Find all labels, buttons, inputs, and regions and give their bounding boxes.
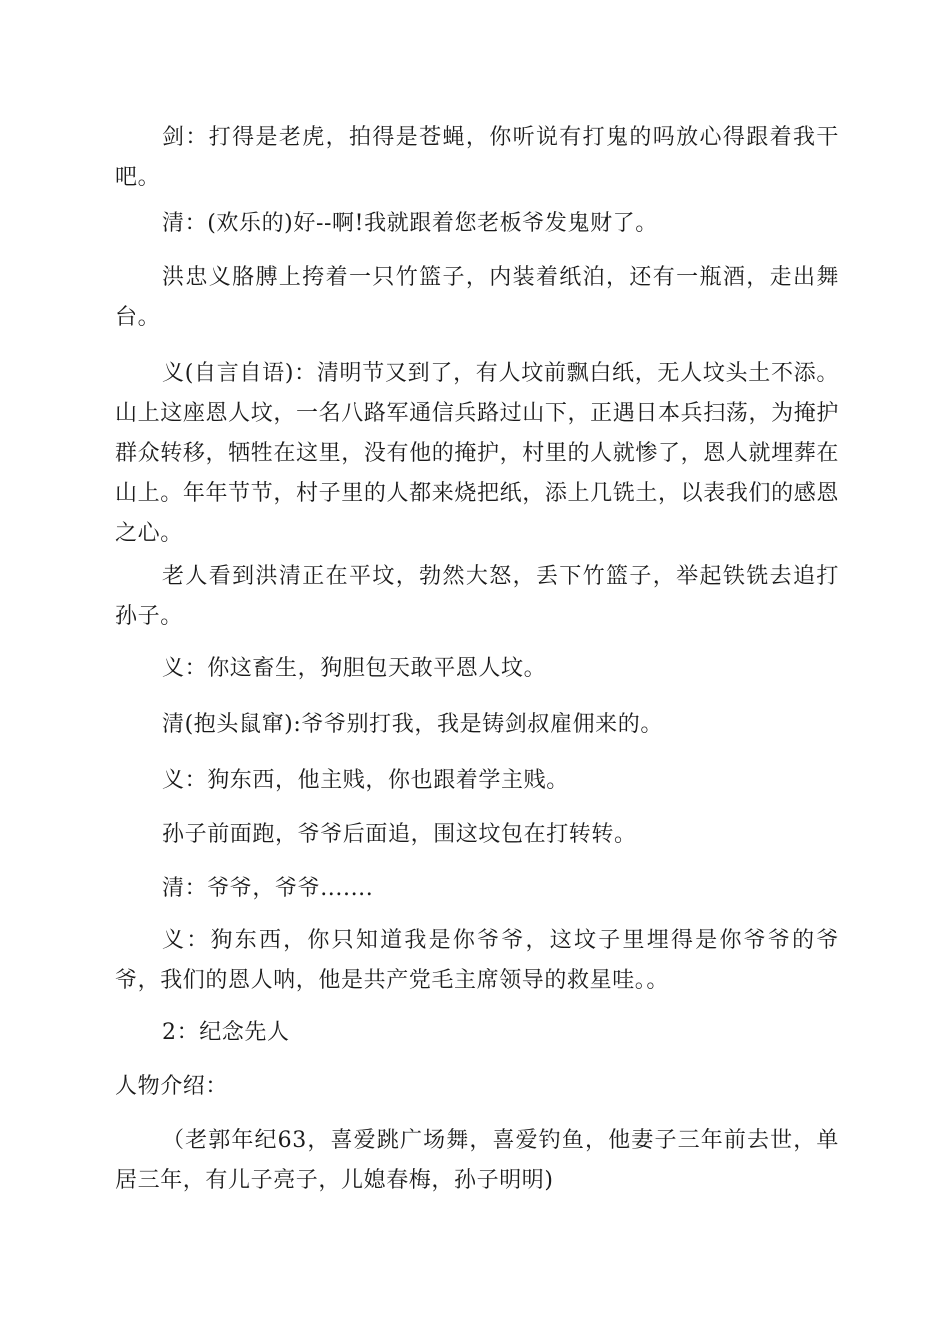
paragraph-stage-direction-2: 老人看到洪清正在平坟，勃然大怒，丢下竹篮子，举起铁铣去追打孙子。 <box>115 564 839 629</box>
paragraph-yi-line: 义：你这畜生，狗胆包天敢平恩人坟。 <box>162 656 547 681</box>
paragraph-jian-line: 剑：打得是老虎，拍得是苍蝇，你听说有打鬼的吗放心得跟着我干吧。 <box>115 125 839 190</box>
paragraph-stage-direction: 洪忠义胳膊上挎着一只竹篮子，内装着纸泊，还有一瓶酒，走出舞台。 <box>115 265 839 330</box>
paragraph-qing-line-3: 清：爷爷，爷爷....... <box>162 876 374 901</box>
character-intro-label: 人物介绍： <box>115 1074 229 1099</box>
paragraph-qing-line-2: 清(抱头鼠窜):爷爷别打我，我是铸剑叔雇佣来的。 <box>162 712 663 737</box>
paragraph-yi-monologue: 义(自言自语)：清明节又到了，有人坟前飘白纸，无人坟头土不添。山上这座恩人坟，一名八路军通信兵路过山下，正遇日本兵扫荡，为掩护群众转移，牺牲在这里，没有他的掩护，村里的人就惨了，恩人就埋葬在山上。年年节节，村子里的人都来烧把纸，添上几铣土，以表我们的感恩之心。 <box>115 361 839 546</box>
paragraph-qing-line: 清：(欢乐的)好--啊!我就跟着您老板爷发鬼财了。 <box>162 211 658 236</box>
section-heading: 2：纪念先人 <box>162 1020 290 1045</box>
paragraph-yi-line-2: 义：狗东西，他主贱，你也跟着学主贱。 <box>162 768 569 793</box>
paragraph-yi-line-3: 义：狗东西，你只知道我是你爷爷，这坟子里埋得是你爷爷的爷爷，我们的恩人呐，他是共产党毛主席领导的救星哇。。 <box>115 928 839 993</box>
paragraph-stage-direction-3: 孙子前面跑，爷爷后面追，围这坟包在打转转。 <box>162 822 637 847</box>
character-intro-text: （老郭年纪63，喜爱跳广场舞，喜爱钓鱼，他妻子三年前去世，单居三年，有儿子亮子，儿媳春梅，孙子明明) <box>115 1128 839 1193</box>
